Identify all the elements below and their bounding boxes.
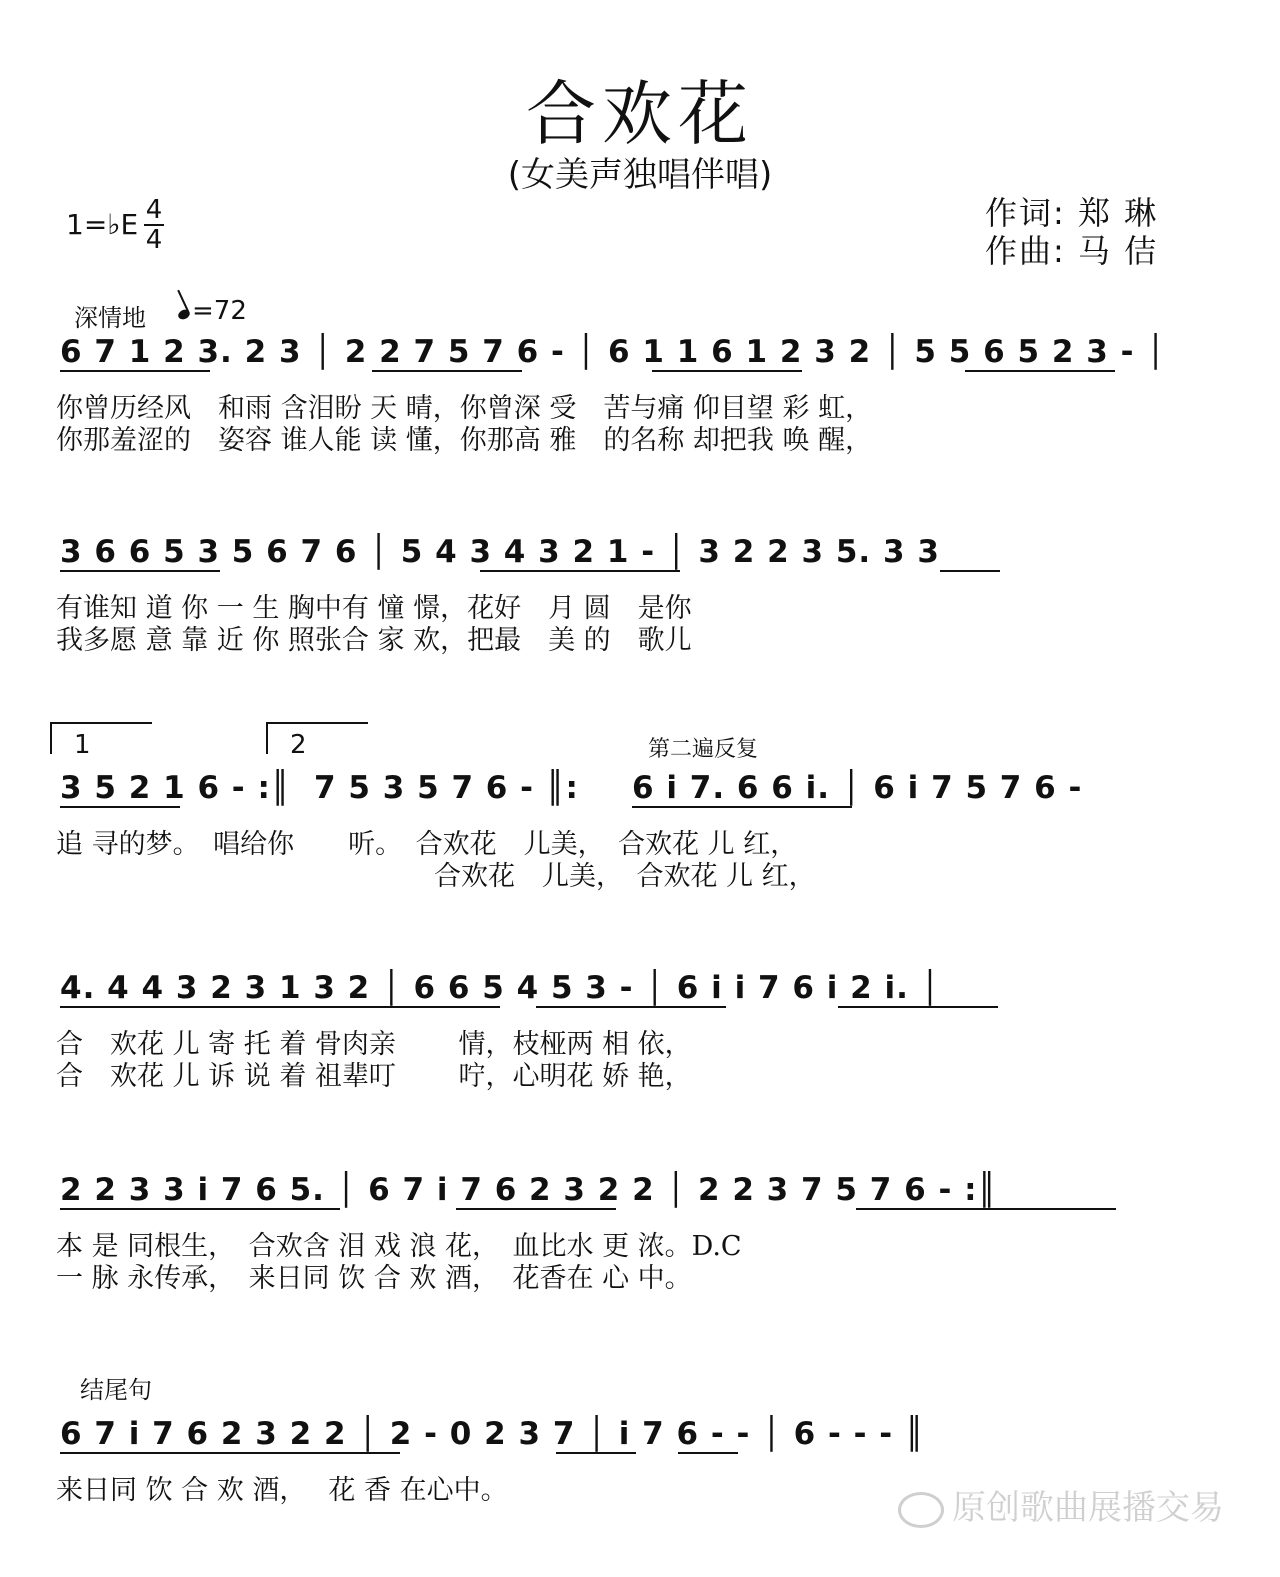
lyrics-row-4-verse-1: 合 欢花 儿 寄 托 着 骨肉亲 情，枝桠两 相 依， [56,1029,692,1060]
song-subtitle: (女美声独唱伴唱) [507,155,773,195]
ending-label: 结尾句 [80,1376,152,1404]
music-row-6: 6 7 i 7 6 2 3 2 2 │ 2 - 0 2 3 7 │ i 7 6 - - │ 6 - - - ║ [60,1416,925,1452]
watermark-text: 原创歌曲展播交易 [952,1488,1224,1528]
beam-line [480,570,680,572]
beam-line [556,1452,636,1454]
beam-line [536,1006,726,1008]
volta-2-label: 2 [290,730,307,760]
time-signature-top: 4 [145,195,163,225]
music-row-2: 3 6 6 5 3 5 6 7 6 │ 5 4 3 4 3 2 1 - │ 3 2 2 3 5. 3 3 [60,534,940,570]
wechat-icon [898,1492,944,1528]
beam-line [940,570,1000,572]
beam-line [965,370,1115,372]
lyrics-row-1-verse-2: 你那羞涩的 姿容 谁人能 读 懂，你那高 雅 的名称 却把我 唤 醒， [56,425,873,456]
volta-1-label: 1 [74,730,91,760]
volta-bracket-2 [266,722,368,760]
key-signature: 1=♭E [66,208,139,241]
music-row-3-volta-2: 7 5 3 5 7 6 - ║: [314,770,579,806]
lyricist-credit: 作词: 郑 琳 [985,194,1159,232]
beam-line [60,1452,400,1454]
beam-line [60,806,180,808]
watermark [898,1480,1224,1529]
music-row-1: 6 7 1 2 3. 2 3 │ 2 2 7 5 7 6 - │ 6 1 1 6 1 2 3 2 │ 5 5 6 5 2 3 - │ [60,334,1166,370]
lyrics-row-5-verse-2: 一 脉 永传承， 来日同 饮 合 欢 酒， 花香在 心 中。 [56,1263,692,1294]
music-row-3-refrain: 6 i 7. 6 6 i. │ 6 i 7 5 7 6 - [632,770,1083,806]
lyrics-row-3-verse-1: 追 寻的梦。 唱给你 听。 合欢花 儿美， 合欢花 儿 红， [56,829,798,860]
repeat-note: 第二遍反复 [648,737,759,762]
beam-line [652,370,802,372]
lyrics-row-3-verse-2: 合欢花 儿美， 合欢花 儿 红， [56,861,816,892]
lyrics-row-5-verse-1: 本 是 同根生， 合欢含 泪 戏 浪 花， 血比水 更 浓。D.C [56,1231,742,1262]
beam-line [632,806,852,808]
lyrics-row-4-verse-2: 合 欢花 儿 诉 说 着 祖辈叮 咛，心明花 娇 艳， [56,1061,692,1092]
beam-line [856,1208,1116,1210]
expression-marking: 深情地 [74,304,146,332]
beam-line [372,370,522,372]
composer-credit: 作曲: 马 佶 [985,232,1159,270]
beam-line [60,1208,340,1210]
time-signature [143,196,165,254]
lyrics-row-6: 来日同 饮 合 欢 酒， 花 香 在心中。 [56,1475,508,1506]
beam-line [456,1208,616,1210]
time-signature-bottom: 4 [145,225,163,255]
music-row-4: 4. 4 4 3 2 3 1 3 2 │ 6 6 5 4 5 3 - │ 6 i i 7 6 i 2 i. │ [60,970,941,1006]
tempo-marking [178,296,247,326]
song-title: 合欢花 [526,73,754,155]
music-row-5: 2 2 3 3 i 7 6 5. │ 6 7 i 7 6 2 3 2 2 │ 2 2 3 7 5 7 6 - :║ [60,1172,998,1208]
lyrics-row-1-verse-1: 你曾历经风 和雨 含泪盼 天 晴，你曾深 受 苦与痛 仰目望 彩 虹， [56,393,873,424]
lyrics-row-2-verse-2: 我多愿 意 靠 近 你 照张合 家 欢，把最 美 的 歌儿 [56,625,692,656]
quarter-note-icon [177,308,192,321]
beam-line [838,1006,998,1008]
tempo-value: =72 [192,296,247,326]
beam-line [60,370,210,372]
beam-line [60,1006,500,1008]
lyrics-row-2-verse-1: 有谁知 道 你 一 生 胸中有 憧 憬，花好 月 圆 是你 [56,593,692,624]
beam-line [60,570,220,572]
music-row-3-volta-1: 3 5 2 1 6 - :║ [60,770,291,806]
volta-bracket-1 [50,722,152,760]
beam-line [678,1452,738,1454]
